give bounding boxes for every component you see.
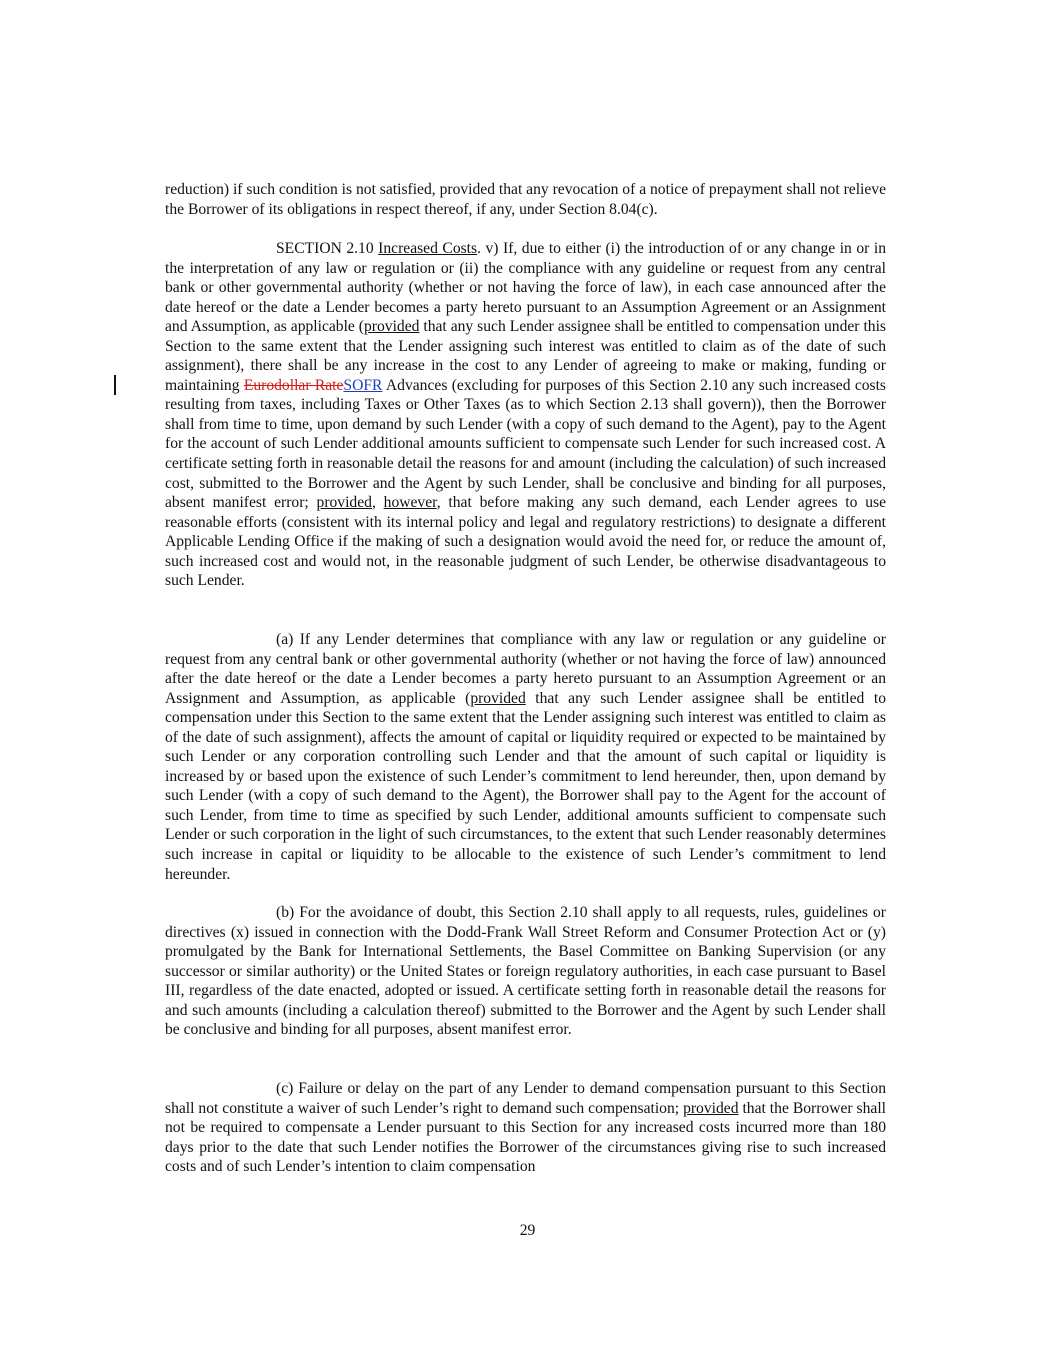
paragraph-text: (a) If any Lender determines that compliance with any law or regulation or any guideline or request from any central bank or other governmental authority (whether or not having the force of law) announced after the date hereof or the date a Lender becomes a party hereto pursuant to an Assumption Agreement or an Assignment and Assumption, as applicable ( bbox=[165, 631, 886, 707]
paragraph-text: (c) Failure or delay on the part of any Lender to demand compensation pursuant to this Section shall not constitute a waiver of such Lender’s right to demand such compensation; bbox=[165, 1080, 886, 1117]
provided-term: provided bbox=[470, 689, 526, 707]
paragraph-text: that the Borrower shall not be required to compensate a Lender pursuant to this Section for any increased costs incurred more than 180 days prior to the date that such Lender notifies the Borrower of the circumstances giving rise to such increased costs and of such Lender’s intention to claim compensation bbox=[165, 1099, 886, 1176]
paragraph-text: reduction) if such condition is not satisfied, provided that any revocation of a notice of prepayment shall not relieve the Borrower of its obligations in respect thereof, if any, under Section 8.04(c). bbox=[165, 181, 886, 218]
however-term: however bbox=[383, 494, 437, 512]
section-title: Increased Costs bbox=[378, 240, 478, 257]
deleted-text: Eurodollar Rate bbox=[243, 376, 344, 394]
paragraph-b bbox=[165, 903, 886, 1040]
provided-term: provided bbox=[683, 1099, 739, 1117]
revision-change-bar bbox=[114, 375, 116, 395]
paragraph-c bbox=[165, 1079, 886, 1177]
paragraph-text: . v) If, due to either (i) the introduction of or any change in or in the interpretation of any law or regulation or (ii) the compliance with any guideline or request from any central bank or other governmental authority (whether or not having the force of law), in each case announced after the date hereof or the date a Lender becomes a party hereto pursuant to an Assumption Agreement or an Assignment and Assumption, as applicable ( bbox=[165, 240, 886, 336]
paragraph-a bbox=[165, 630, 886, 884]
separator-text: , bbox=[371, 494, 384, 512]
paragraph-text: Advances (excluding for purposes of this Section 2.10 any such increased costs resulting from taxes, including Taxes or Other Taxes (as to which Section 2.13 shall govern)), then the Borrower shall from time to time, upon demand by such Lender (with a copy of such demand to the Agent), pay to the Agent for the account of such Lender additional amounts sufficient to compensate such Lender for such increased cost. A certificate setting forth in reasonable detail the reasons for and amount (including the calculation) of such increased cost, submitted to the Borrower and the Agent by such Lender, shall be conclusive and binding for all purposes, absent manifest error; bbox=[165, 376, 887, 512]
inserted-text: SOFR bbox=[343, 376, 383, 394]
paragraph-text: (b) For the avoidance of doubt, this Section 2.10 shall apply to all requests, rules, guidelines or directives (x) issued in connection with the Dodd-Frank Wall Street Reform and Consumer Protection Act or (y) promulgated by the Bank for International Settlements, the Basel Committee on Banking Supervision (or any successor or similar authority) or the United States or foreign regulatory authorities, in each case pursuant to Basel III, regardless of the date enacted, adopted or issued. A certificate setting forth in reasonable detail the reasons for and such amounts (including a calculation thereof) submitted to the Borrower and the Agent by such Lender shall be conclusive and binding for all purposes, absent manifest error. bbox=[165, 904, 886, 1039]
paragraph-text: , that before making any such demand, each Lender agrees to use reasonable efforts (consistent with its internal policy and legal and regulatory restrictions) to designate a different Applicable Lending Office if the making of such a designation would avoid the need for, or reduce the amount of, such increased cost and would not, in the reasonable judgment of such Lender, be otherwise disadvantageous to such Lender. bbox=[165, 494, 887, 590]
paragraph-text: that any such Lender assignee shall be entitled to compensation under this Section to the same extent that the Lender assigning such interest was entitled to claim as of the date of such assignment), there shall be any increase in the cost to any Lender of agreeing to make or making, funding or maintaining bbox=[165, 318, 886, 394]
page-number: 29 bbox=[519, 1222, 536, 1239]
section-heading: SECTION 2.10 bbox=[276, 240, 374, 257]
provided-term: provided bbox=[363, 318, 420, 336]
paragraph-section-2-10 bbox=[165, 239, 886, 591]
paragraph-prepayment-continuation bbox=[165, 180, 886, 219]
paragraph-text: that any such Lender assignee shall be entitled to compensation under this Section to the same extent that the Lender assigning such interest was entitled to claim as of the date of such assignment), affects the amount of capital or liquidity required or expected to be maintained by such Lender or any corporation controlling such Lender and that the amount of such capital or liquidity is increased by or based upon the existence of such Lender’s commitment to lend hereunder, then, upon demand by such Lender (with a copy of such demand to the Agent), the Borrower shall pay to the Agent for the account of such Lender, from time to time as specified by such Lender, additional amounts sufficient to compensate such Lender or such corporation in the light of such circumstances, to the extent that such Lender reasonably determines such increase in capital or liquidity to be allocable to the existence of such Lender’s commitment to lend hereunder. bbox=[165, 689, 886, 883]
provided-term: provided bbox=[316, 494, 372, 512]
